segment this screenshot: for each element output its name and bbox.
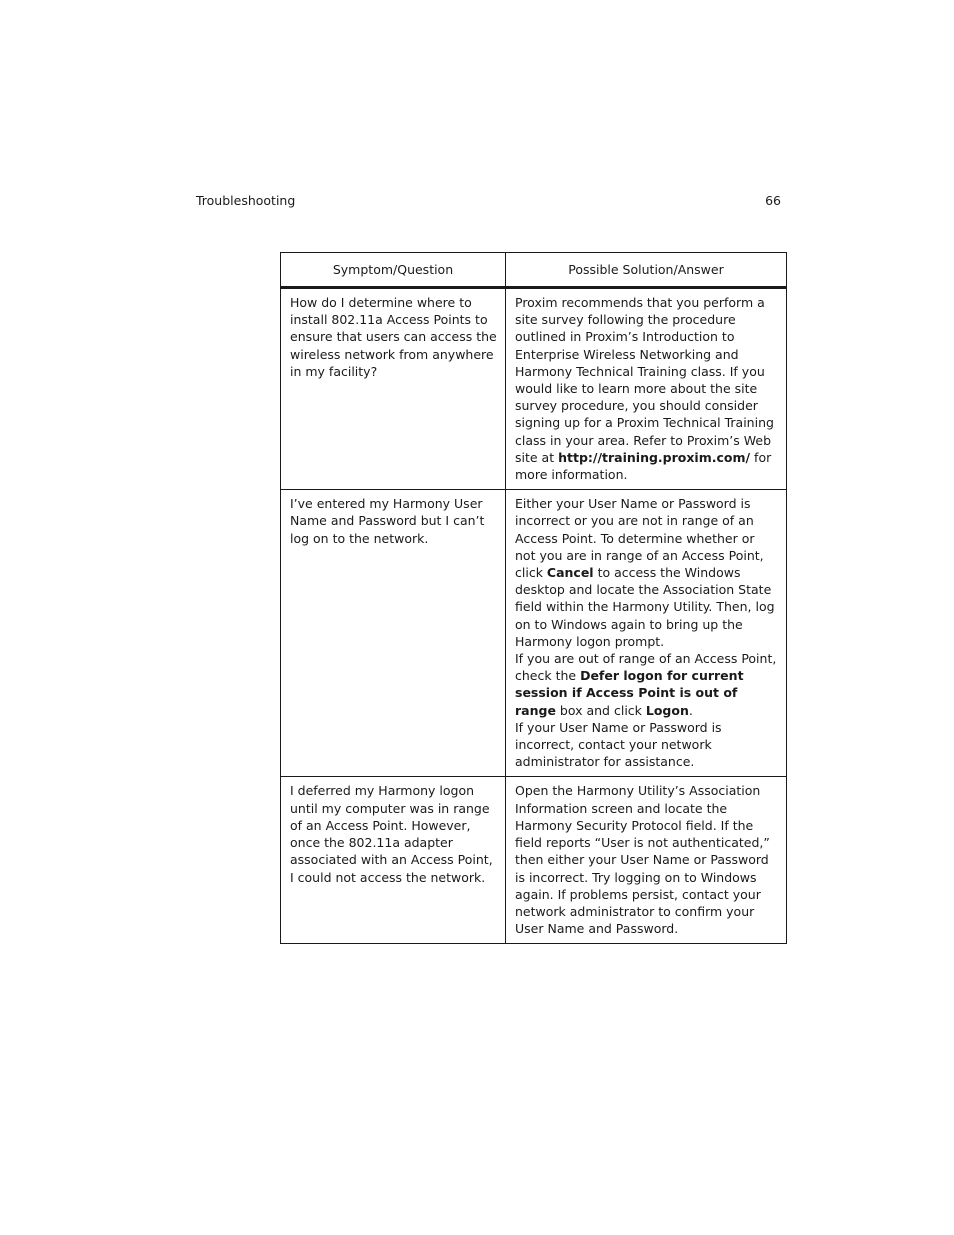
- answer-text-part: box and click: [555, 702, 646, 718]
- answer-text-part: Either your User Name or Password is incorrect or you are not in range of an Access Point. To determine whether or not you are in range of an Access Point, click: [515, 496, 764, 581]
- answer-paragraph: [515, 650, 778, 719]
- troubleshooting-table: [280, 252, 787, 944]
- answer-paragraph: If your User Name or Password is incorrect, contact your network administrator for assistance.: [515, 719, 722, 770]
- table-row: [281, 777, 787, 944]
- defer-logon-label: Defer logon for current session if Access Point is out of range: [515, 668, 744, 718]
- table-row: [281, 490, 787, 777]
- column-header-symptom: Symptom/Question: [281, 253, 506, 288]
- question-text: I’ve entered my Harmony User Name and Password but I can’t log on to the network.: [290, 496, 485, 546]
- answer-text-part: Proxim recommends that you perform a site survey following the procedure outlined in Proxim’s Introduction to Enterprise Wireless Networking and Harmony Technical Training class. If you would like to learn more about the site survey procedure, you should consider signing up for a Proxim Technical Training class in your area. Refer to Proxim’s Web site at: [515, 295, 774, 465]
- answer-text-part: If you are out of range of an Access Point, check the: [515, 651, 777, 684]
- answer-text: Open the Harmony Utility’s Association Information screen and locate the Harmony Security Protocol field. If the field reports “User is not authenticated,” then either your User Name or Password is incorrect. Try logging on to Windows again. If problems persist, contact your network administrator to confirm your User Name and Password.: [515, 783, 770, 937]
- table-row: [281, 288, 787, 490]
- answer-paragraph: [515, 495, 778, 650]
- answer-text-part: .: [688, 702, 693, 718]
- table-header-row: [281, 253, 787, 288]
- question-text: How do I determine where to install 802.11a Access Points to ensure that users can access the wireless network from anywhere in my facility?: [290, 295, 497, 379]
- cancel-label: Cancel: [546, 565, 594, 581]
- training-url-link: http://training.proxim.com/: [558, 449, 751, 465]
- page-header: [196, 192, 781, 210]
- answer-cell: [506, 288, 787, 490]
- logon-label: Logon: [645, 702, 689, 718]
- page-number: 66: [765, 193, 781, 208]
- answer-cell: [506, 777, 787, 944]
- answer-text-part: to access the Windows desktop and locate the Association State field within the Harmony Utility. Then, log on to Windows again to bring up the Harmony logon prompt.: [515, 565, 775, 649]
- question-text: I deferred my Harmony logon until my computer was in range of an Access Point. However, once the 802.11a adapter associated with an Access Point, I could not access the network.: [290, 783, 493, 885]
- question-cell: [281, 288, 506, 490]
- answer-text-part: for more information.: [515, 449, 772, 483]
- question-cell: [281, 490, 506, 777]
- section-title: Troubleshooting: [196, 193, 296, 208]
- answer-cell: [506, 490, 787, 777]
- column-header-solution: Possible Solution/Answer: [506, 253, 787, 288]
- answer-text: [515, 294, 778, 483]
- question-cell: [281, 777, 506, 944]
